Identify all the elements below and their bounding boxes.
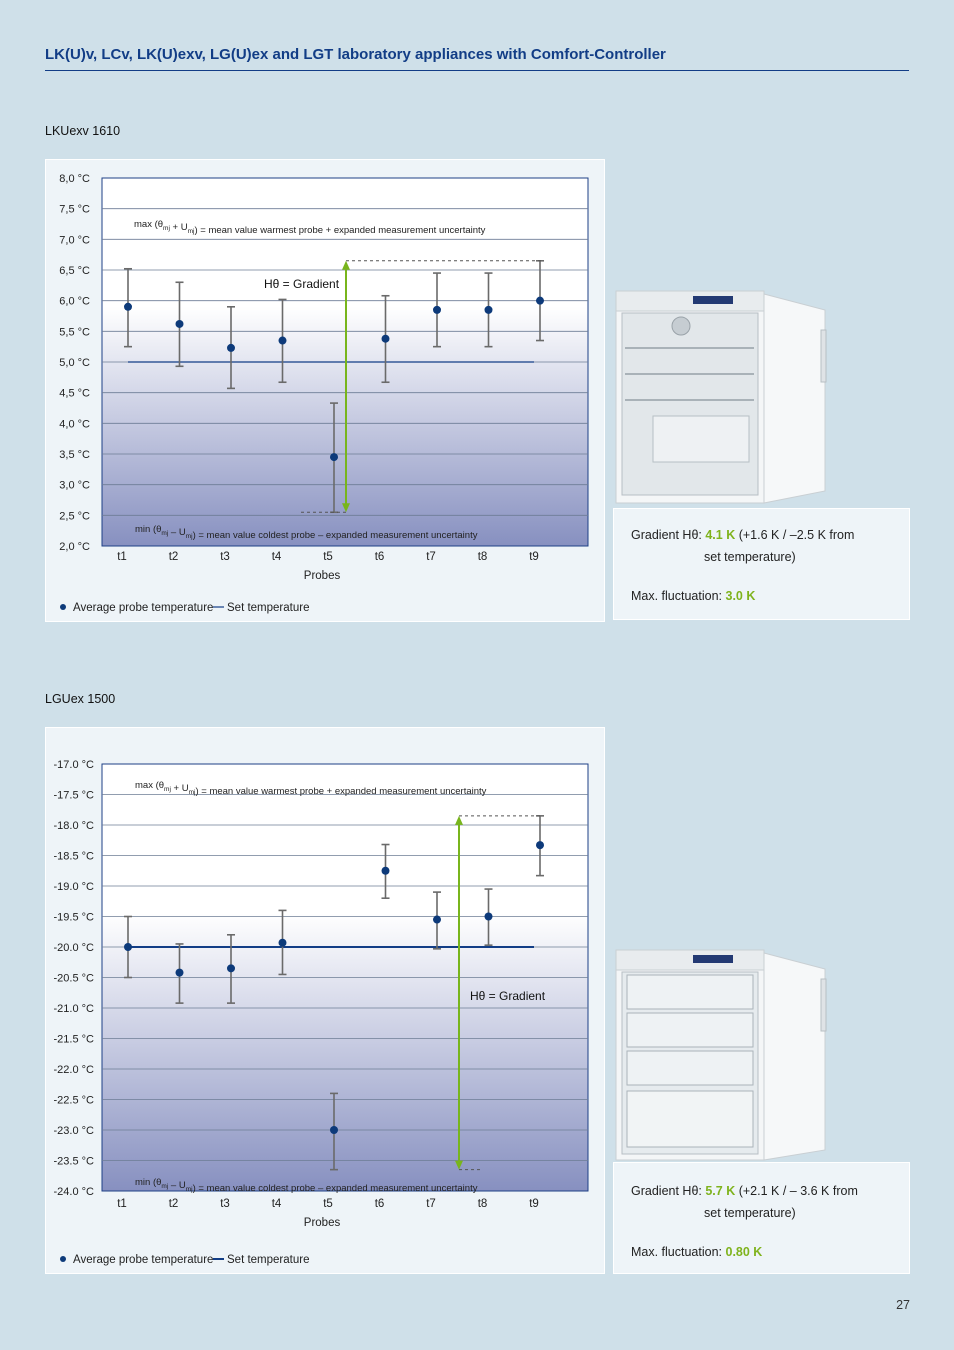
chart-svg: [46, 728, 604, 1273]
x-axis-title: Probes: [303, 1217, 341, 1229]
y-tick-label: -21.0 °C: [53, 1003, 94, 1015]
x-tick-label-t6: t6: [374, 551, 385, 563]
probe-point-t9: [536, 297, 544, 305]
fluctuation-line: [631, 1245, 762, 1259]
y-tick-label: -23.5 °C: [53, 1155, 94, 1168]
probe-point-t4: [279, 337, 287, 345]
y-tick-label: -21.5 °C: [53, 1033, 94, 1046]
probe-point-t7: [433, 306, 441, 314]
x-tick-label-t2: t2: [168, 551, 179, 563]
x-tick-label-t3: t3: [220, 551, 230, 563]
fluctuation-value: 0.80 K: [725, 1245, 763, 1259]
gradient-prefix: Gradient Hθ:: [631, 1184, 706, 1198]
annotation-min: $\min (\theta_{mj} - U_{mj})$ = mean value coldest probe – expanded measurement uncertainty: [135, 524, 478, 541]
gradient-line-2: set temperature): [704, 550, 796, 564]
y-tick-label: -18.0 °C: [53, 820, 94, 832]
probe-point-t1: [124, 943, 132, 951]
x-tick-label-t4: t4: [271, 1198, 282, 1210]
legend-label-probe: Average probe temperature: [73, 1254, 214, 1266]
y-tick-label: 7,0 °C: [59, 234, 90, 247]
legend-marker-probe: [60, 1256, 66, 1262]
x-tick-label-t1: t1: [117, 1198, 127, 1210]
fridge-illustration: [616, 291, 826, 503]
y-tick-label: -22.5 °C: [53, 1094, 94, 1107]
freezer-image-lguex: [613, 945, 839, 1163]
probe-point-t9: [536, 841, 544, 849]
annotation-max: $\max (\theta_{mj} + U_{mj})$ = mean value warmest probe + expanded measurement uncertainty: [134, 219, 486, 236]
x-tick-label-t7: t7: [426, 1198, 436, 1210]
y-tick-label: 3,0 °C: [59, 479, 90, 492]
y-tick-label: 4,5 °C: [59, 387, 90, 400]
x-tick-label-t8: t8: [477, 1198, 488, 1210]
x-tick-label-t5: t5: [323, 551, 333, 563]
section-label-lguex-1500: LGUex 1500: [45, 692, 116, 706]
legend-marker-probe: [60, 604, 66, 610]
x-tick-label-t8: t8: [477, 551, 488, 563]
annotation-max: $\max (\theta_{mj} + U_{mj})$ = mean value warmest probe + expanded measurement uncertainty: [135, 780, 487, 797]
fluctuation-prefix: Max. fluctuation:: [631, 1245, 726, 1259]
probe-point-t3: [227, 344, 235, 352]
page-number: 27: [896, 1298, 910, 1312]
probe-point-t3: [227, 964, 235, 972]
gradient-line-2: set temperature): [704, 1206, 796, 1220]
y-tick-label: -23.0 °C: [53, 1125, 94, 1137]
y-tick-label: 6,5 °C: [59, 265, 90, 277]
x-tick-label-t3: t3: [220, 1198, 230, 1210]
x-tick-label-t6: t6: [374, 1198, 385, 1210]
y-tick-label: -19.0 °C: [53, 881, 94, 893]
probe-point-t8: [485, 306, 493, 314]
freezer-illustration: [616, 950, 826, 1160]
x-tick-label-t1: t1: [117, 551, 127, 563]
annotation-min: $\min (\theta_{mj} - U_{mj})$ = mean value coldest probe – expanded measurement uncertainty: [135, 1177, 478, 1194]
x-tick-label-t5: t5: [323, 1198, 333, 1210]
legend-label-set: Set temperature: [227, 602, 310, 614]
legend-label-probe: Average probe temperature: [73, 602, 214, 614]
probe-point-t7: [433, 916, 441, 924]
y-tick-label: -19.5 °C: [53, 911, 94, 924]
section-label-lkuexv-1610: LKUexv 1610: [45, 124, 121, 138]
probe-point-t1: [124, 303, 132, 311]
fluctuation-prefix: Max. fluctuation:: [631, 589, 726, 603]
y-tick-label: 8,0 °C: [59, 173, 90, 185]
chart-lguex-1500: [45, 727, 605, 1274]
gradient-line: [631, 528, 854, 542]
probe-point-t2: [176, 320, 184, 328]
gradient-suffix: (+2.1 K / – 3.6 K from: [735, 1184, 858, 1198]
x-tick-label-t7: t7: [426, 551, 436, 563]
probe-point-t8: [485, 913, 493, 921]
fridge-image-lkuexv: [613, 286, 839, 508]
y-tick-label: 5,5 °C: [59, 326, 90, 339]
probe-point-t5: [330, 453, 338, 461]
y-tick-label: -20.0 °C: [53, 942, 94, 954]
info-panel-lkuexv: [613, 508, 910, 620]
y-tick-label: -20.5 °C: [53, 972, 94, 985]
probe-point-t2: [176, 969, 184, 977]
gradient-value: 5.7 K: [705, 1184, 736, 1198]
y-tick-label: -24.0 °C: [53, 1186, 94, 1198]
chart-lkuexv-1610: [45, 159, 605, 622]
legend-label-set: Set temperature: [227, 1254, 310, 1266]
chart-svg: [46, 160, 604, 621]
gradient-value: 4.1 K: [705, 528, 736, 542]
y-tick-label: -22.0 °C: [53, 1064, 94, 1076]
x-axis-title: Probes: [303, 570, 341, 582]
gradient-label: Hθ = Gradient: [264, 277, 340, 291]
y-tick-label: 3,5 °C: [59, 449, 90, 461]
y-tick-label: 7,5 °C: [59, 203, 90, 216]
info-panel-lguex: [613, 1162, 910, 1274]
gradient-line: [631, 1184, 858, 1198]
y-tick-label: 2,0 °C: [59, 541, 90, 553]
probe-point-t6: [382, 867, 390, 875]
x-tick-label-t9: t9: [529, 551, 539, 563]
x-tick-label-t9: t9: [529, 1198, 539, 1210]
fluctuation-value: 3.0 K: [725, 589, 756, 603]
y-tick-label: 2,5 °C: [59, 510, 90, 523]
gradient-prefix: Gradient Hθ:: [631, 528, 706, 542]
y-tick-label: -17.5 °C: [53, 789, 94, 802]
probe-point-t5: [330, 1126, 338, 1134]
y-tick-label: 4,0 °C: [59, 418, 90, 431]
x-tick-label-t2: t2: [168, 1198, 179, 1210]
title-divider: [45, 70, 909, 71]
fluctuation-line: [631, 589, 755, 603]
gradient-label: Hθ = Gradient: [470, 989, 546, 1003]
y-tick-label: 6,0 °C: [59, 295, 90, 308]
gradient-suffix: (+1.6 K / –2.5 K from: [735, 528, 855, 542]
probe-point-t6: [382, 335, 390, 343]
y-tick-label: -17.0 °C: [53, 759, 94, 771]
probe-point-t4: [279, 939, 287, 947]
y-tick-label: 5,0 °C: [59, 357, 90, 369]
y-tick-label: -18.5 °C: [53, 850, 94, 863]
page-title: LK(U)v, LCv, LK(U)exv, LG(U)ex and LGT laboratory appliances with Comfort-Controller: [45, 46, 666, 63]
x-tick-label-t4: t4: [271, 551, 282, 563]
